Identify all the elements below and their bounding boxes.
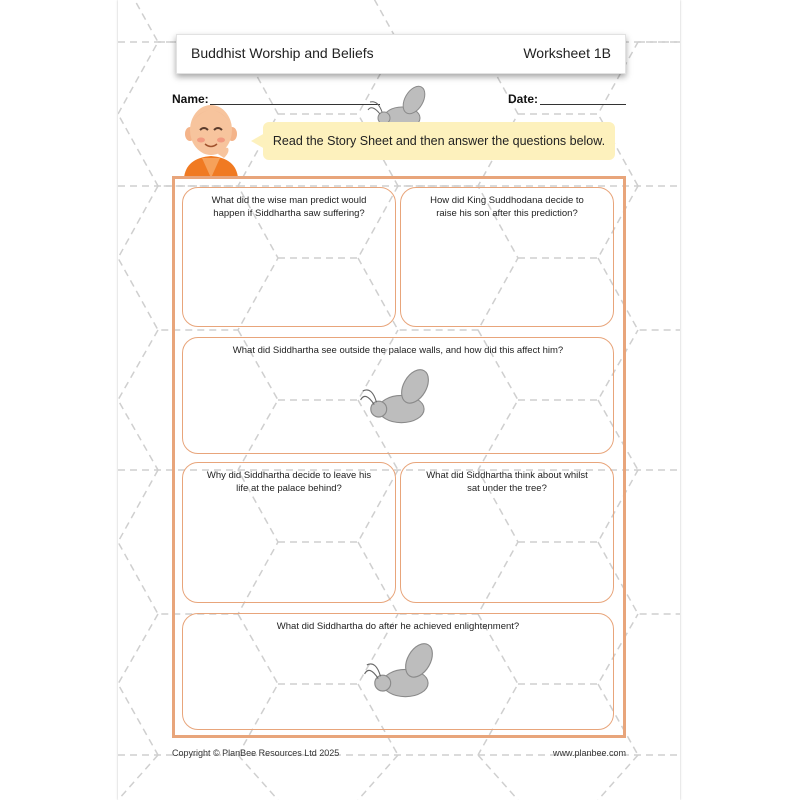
instruction-bubble: [263, 122, 615, 160]
name-label: Name:: [172, 92, 209, 106]
worksheet-page: [118, 0, 680, 800]
instruction-text: Read the Story Sheet and then answer the questions below.: [272, 134, 606, 148]
question-text: Why did Siddhartha decide to leave his life at the palace behind?: [206, 470, 372, 494]
question-text: What did the wise man predict would happen if Siddhartha saw suffering?: [211, 195, 367, 219]
question-text: How did King Suddhodana decide to raise his son after this prediction?: [430, 195, 584, 219]
answer-box-4[interactable]: [182, 462, 396, 603]
worksheet-title: Buddhist Worship and Beliefs: [191, 45, 374, 61]
copyright-text: Copyright © PlanBee Resources Ltd 2025: [172, 748, 340, 758]
title-bar: [176, 34, 626, 74]
question-text: What did Siddhartha do after he achieved enlightenment?: [276, 621, 520, 632]
website-text: www.planbee.com: [552, 748, 626, 758]
question-text: What did Siddhartha see outside the palace walls, and how did this affect him?: [232, 345, 564, 356]
date-label: Date:: [508, 92, 539, 106]
fly-watermark-icon: [358, 366, 438, 434]
monk-icon: [180, 100, 242, 178]
answer-box-1[interactable]: [182, 187, 396, 327]
question-text: What did Siddhartha think about whilst sat under the tree?: [426, 470, 588, 494]
worksheet-number: Worksheet 1B: [523, 45, 611, 61]
date-field[interactable]: [540, 104, 626, 105]
answer-box-5[interactable]: [400, 462, 614, 603]
fly-watermark-icon: [362, 640, 442, 708]
answer-box-2[interactable]: [400, 187, 614, 327]
